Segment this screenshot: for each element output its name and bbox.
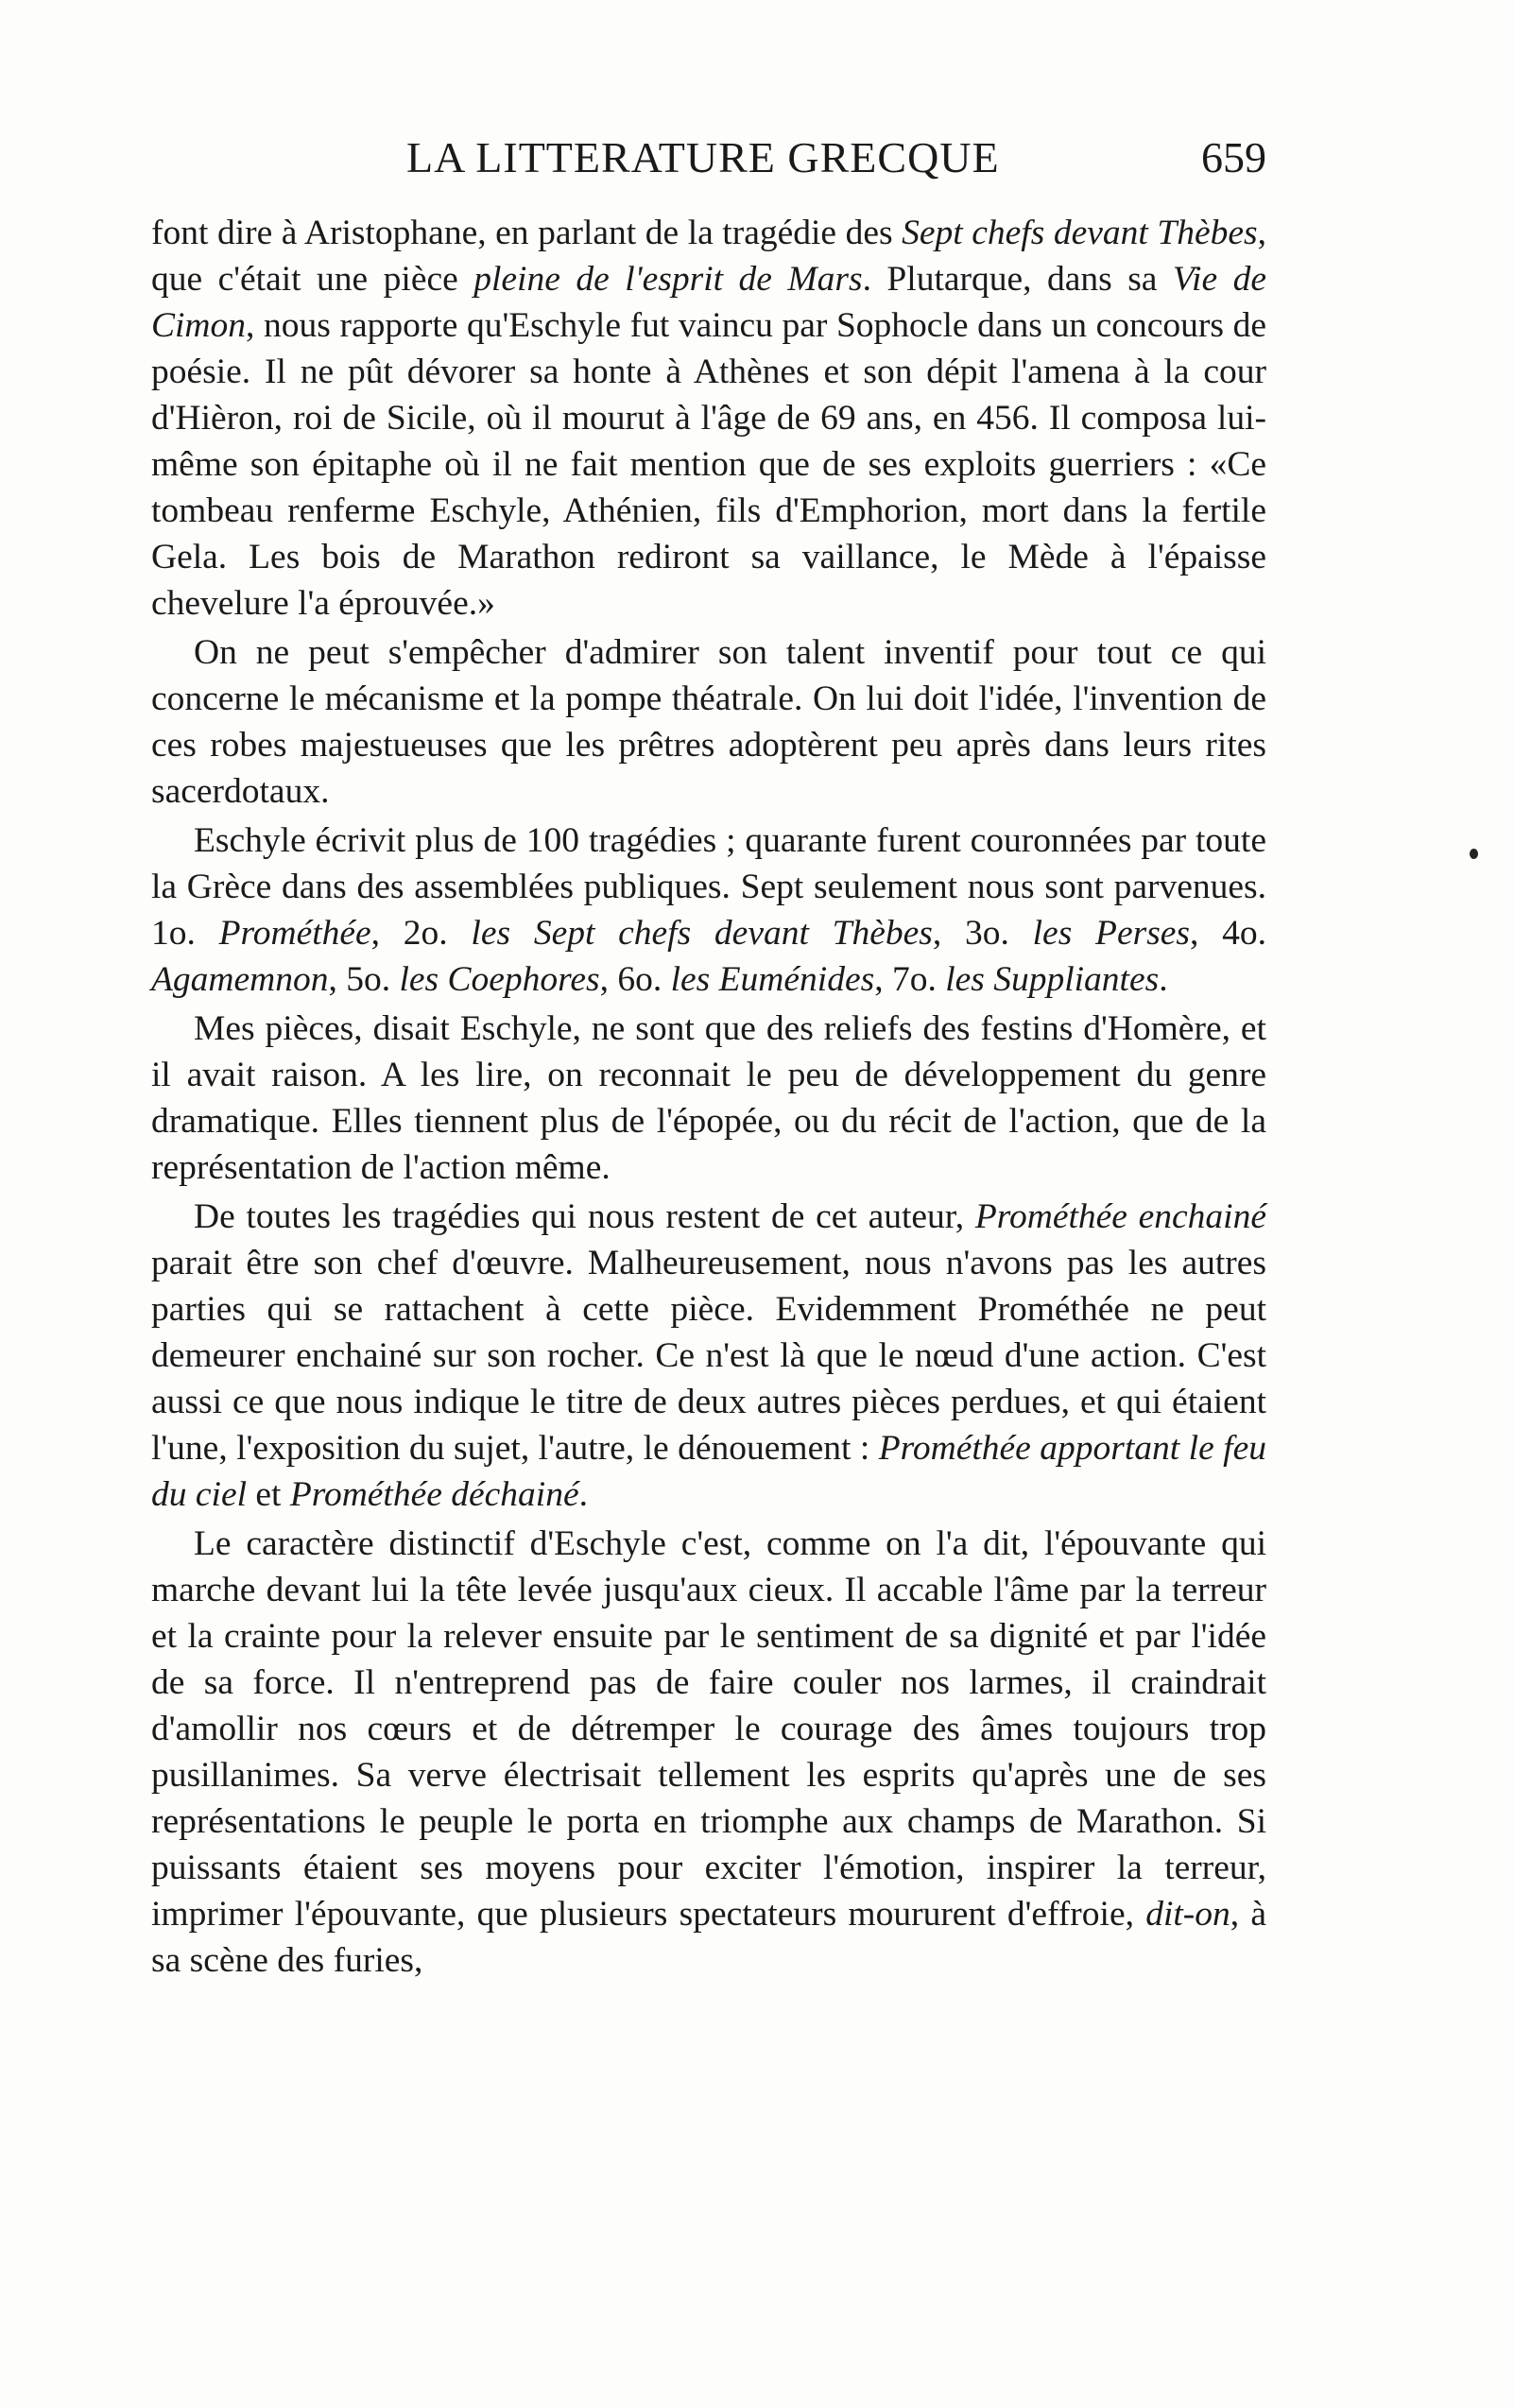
italic-text: dit-on — [1145, 1895, 1230, 1934]
text-run: . — [1159, 960, 1168, 999]
italic-text: les Euménides — [670, 960, 875, 999]
page-header — [151, 132, 1266, 189]
text-run: . — [578, 1475, 588, 1514]
page-number: 659 — [1201, 133, 1266, 181]
italic-text: Prométhée apportant le feu du ciel — [151, 1429, 1266, 1514]
italic-text: les Suppliantes — [945, 960, 1160, 999]
text-run: Le caractère distinctif d'Eschyle c'est, comme on l'a dit, l'épouvante qui marche devant lui la tête levée jusqu'aux cieux. Il accable l'âme par la terreur et la crainte pour la relever ensuite par le sentiment de sa dignité et par l'idée de sa force. Il n'entreprend pas de faire couler nos larmes, il craindrait d'amollir nos cœurs et de détremper le courage des âmes toujours trop pusillanimes. Sa verve électrisait tellement les esprits qu'après une de ses représentations le peuple le porta en triomphe aux champs de Marathon. Si puissants étaient ses moyens pour exciter l'émotion, inspirer la terreur, imprimer l'épouvante, que plusieurs spectateurs moururent d'effroie, — [151, 1524, 1266, 1934]
text-run: Mes pièces, disait Eschyle, ne sont que des reliefs des festins d'Homère, et il avait raison. A les lire, on reconnait le peu de développement du genre dramatique. Elles tiennent plus de l'épopée, ou du récit de l'action, que de la représentation de l'action même. — [151, 1009, 1266, 1187]
italic-text: Agamemnon — [151, 960, 329, 999]
paragraph — [151, 629, 1266, 815]
italic-text: Prométhée enchainé — [974, 1197, 1266, 1236]
paragraph — [151, 1194, 1266, 1518]
italic-text: Vie de Cimon — [151, 260, 1266, 345]
ink-speck — [1470, 849, 1478, 859]
body-text — [151, 210, 1266, 1987]
italic-text: les Coephores — [399, 960, 600, 999]
paragraph — [151, 210, 1266, 627]
text-run: , 3o. — [932, 914, 1033, 953]
text-run: , nous rapporte qu'Eschyle fut vaincu par Sophocle dans un concours de poésie. Il ne pût dévorer sa honte à Athènes et son dépit l'amena à la cour d'Hièron, roi de Sicile, où il mourut à l'âge de 69 ans, en 456. Il composa lui-même son épitaphe où il ne fait mention que de ses exploits guerriers : «Ce tombeau renferme Eschyle, Athénien, fils d'Emphorion, mort dans la fertile Gela. Les bois de Marathon rediront sa vaillance, le Mède à l'épaisse chevelure l'a éprouvée.» — [151, 306, 1266, 623]
text-run: parait être son chef d'œuvre. Malheureusement, nous n'avons pas les autres parties qui se rattachent à cette pièce. Evidemment Prométhée ne peut demeurer enchainé sur son rocher. Ce n'est là que le nœud d'une action. C'est aussi ce que nous indique le titre de deux autres pièces perdues, et qui étaient l'une, l'exposition du sujet, l'autre, le dénouement : — [151, 1244, 1266, 1468]
paragraph — [151, 1006, 1266, 1191]
italic-text: Prométhée — [218, 914, 371, 953]
italic-text: Sept chefs devant Thèbes — [902, 214, 1258, 252]
text-run: et — [247, 1475, 290, 1514]
text-run: On ne peut s'empêcher d'admirer son talent inventif pour tout ce qui concerne le mécanisme et la pompe théatrale. On lui doit l'idée, l'invention de ces robes majestueuses que les prêtres adoptèrent peu après dans leurs rites sacerdotaux. — [151, 633, 1266, 811]
paragraph — [151, 1521, 1266, 1984]
text-run: , 2o. — [370, 914, 472, 953]
running-title: LA LITTERATURE GRECQUE — [406, 133, 1000, 181]
italic-text: Prométhée déchainé — [289, 1475, 579, 1514]
text-run: font dire à Aristophane, en parlant de la tragédie des — [151, 214, 903, 252]
text-run: , 7o. — [874, 960, 946, 999]
text-run: , 4o. — [1190, 914, 1267, 953]
text-run: , que c'était une pièce — [151, 214, 1266, 299]
text-run: , 6o. — [599, 960, 671, 999]
text-run: , à sa scène des furies, — [151, 1895, 1266, 1980]
paragraph — [151, 817, 1266, 1003]
text-run: Eschyle écrivit plus de 100 tragédies ; quarante furent couronnées par toute la Grèce dans des assemblées publiques. Sept seulement nous sont parvenues. 1o. — [151, 821, 1266, 953]
text-run: , 5o. — [328, 960, 400, 999]
text-run: De toutes les tragédies qui nous restent de cet auteur, — [194, 1197, 975, 1236]
text-run: . Plutarque, dans sa — [862, 260, 1173, 299]
italic-text: pleine de l'esprit de Mars — [473, 260, 863, 299]
italic-text: les Perses — [1032, 914, 1191, 953]
italic-text: les Sept chefs devant Thèbes — [471, 914, 933, 953]
